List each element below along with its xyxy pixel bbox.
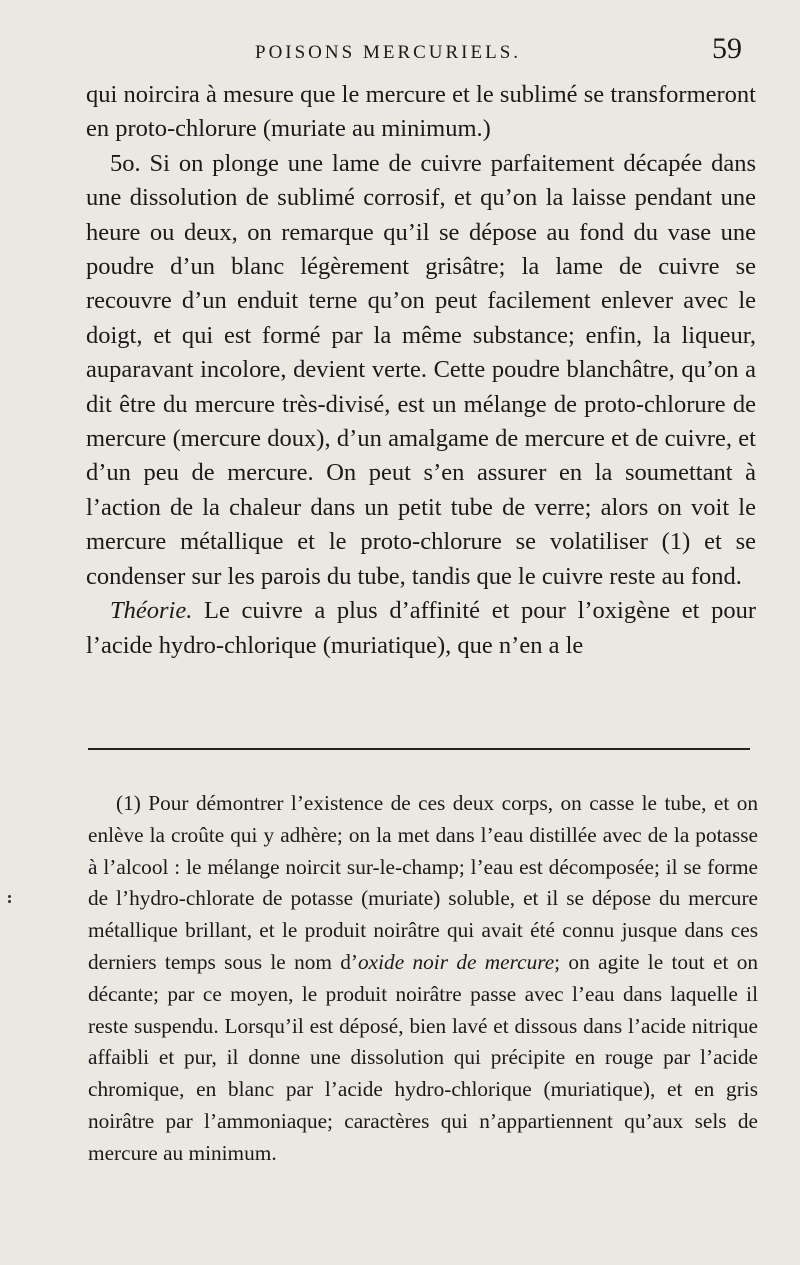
paragraph-50: 5o. Si on plonge une lame de cuivre parfaitement décapée dans une dissolution de sublimé corrosif, et qu’on la laisse pendant une heure ou deux, on remarque qu’il se dépose au fond du vase une poudre d’un blanc légèrement grisâtre; la lame de cuivre se recouvre d’un enduit terne qu’on peut facilement enlever avec le doigt, et qui est formé par la même substance; enfin, la liqueur, auparavant incolore, devient verte. Cette poudre blanchâtre, qu’on a dit être du mercure très-divisé, est un mélange de proto-chlorure de mercure (mercure doux), d’un amalgame de mercure et de cuivre, et d’un peu de mercure. On peut s’en assurer en la soumettant à l’action de la chaleur dans un petit tube de verre; alors on voit le mercure métallique et le proto-chlorure se volatiliser (1) et se condenser sur les parois du tube, tandis que le cuivre reste au fond.: [86, 149, 756, 590]
footnote-rule: [88, 748, 750, 750]
theorie-text: Le cuivre a plus d’affinité et pour l’oxigène et pour l’acide hydro-chlorique (muriatique), que n’en a le: [86, 597, 756, 659]
footnote-text-1: (1) Pour démontrer l’existence de ces deux corps, on casse le tube, et on enlève la croûte qui y adhère; on la met dans l’eau distillée avec de la potasse à l’alcool : le mélange noircit sur-le-champ; l’eau est décomposée; il se forme de l’hydro-chlorate de potasse (muriate) soluble, et il se dépose du mercure métallique brillant, et le produit noirâtre qui avait été connu jusque dans ces derniers temps sous le nom d’: [88, 791, 758, 974]
running-head: POISONS MERCURIELS.: [255, 42, 522, 63]
page-header: [0, 30, 800, 80]
footnote-paragraph: [88, 788, 758, 1170]
footnote-italic-term: oxide noir de mercure: [358, 949, 555, 974]
paragraph-continued: qui noircira à mesure que le mercure et le sublimé se transformeront en proto-chlorure (muriate au minimum.): [86, 81, 756, 143]
footnote-text-2: ; on agite le tout et on décante; par ce moyen, le produit noirâtre passe avec l’eau dans laquelle il reste suspendu. Lorsqu’il est déposé, bien lavé et dissous dans l’acide nitrique affaibli et pur, il donne une dissolution qui précipite en rouge par l’acide chromique, en blanc par l’acide hydro-chlorique (muriatique), et en gris noirâtre par l’ammoniaque; caractères qui n’appartiennent qu’aux sels de mercure au minimum.: [88, 949, 758, 1165]
page-number: 59: [712, 32, 742, 65]
footnote: [88, 788, 758, 1170]
paragraph-theorie: [86, 594, 756, 663]
main-text: [86, 78, 756, 663]
theorie-term: Théorie.: [110, 597, 193, 625]
margin-speck: [8, 895, 12, 905]
